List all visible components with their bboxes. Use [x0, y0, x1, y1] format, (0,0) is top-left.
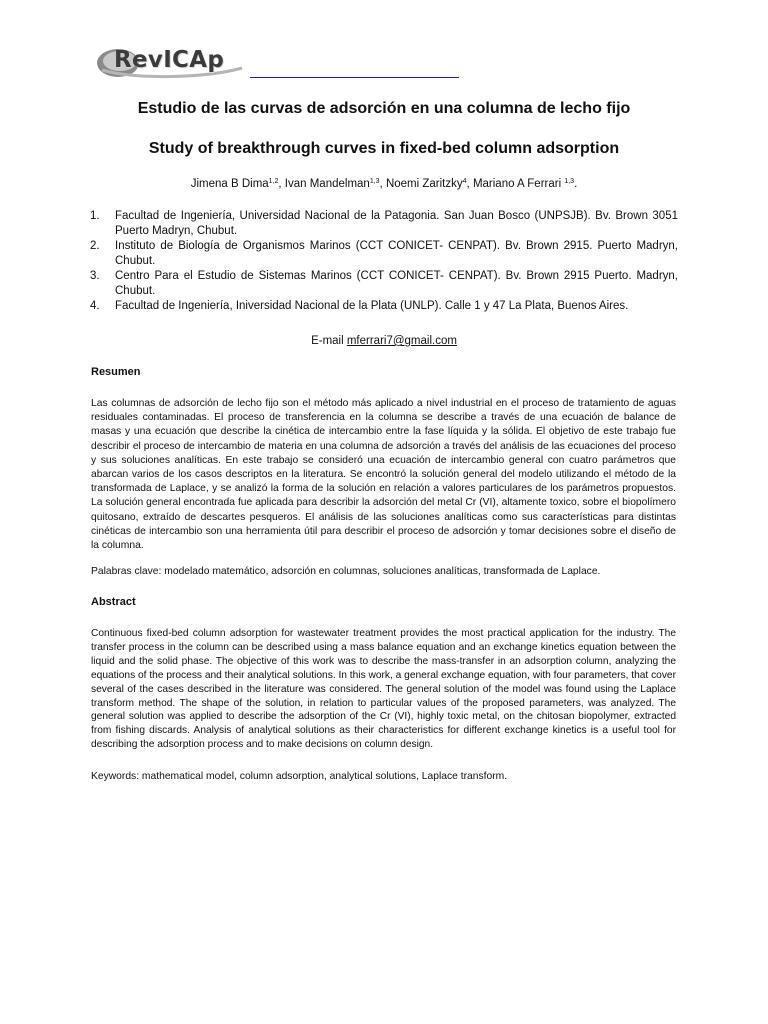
title-spanish: Estudio de las curvas de adsorción en una columna de lecho fijo: [137, 100, 631, 117]
affiliation-text: Centro Para el Estudio de Sistemas Marinos (CCT CONICET- CENPAT). Bv. Brown 2915 Puerto. Madryn, Chubut.: [115, 270, 678, 297]
author-separator: ,: [278, 178, 285, 190]
author-list: [0, 178, 768, 190]
author-name: Ivan Mandelman: [284, 178, 370, 190]
author-name: Noemi Zaritzky: [385, 178, 463, 190]
author-name: Mariano A Ferrari: [472, 178, 565, 190]
affiliation-item: [90, 299, 678, 314]
affiliation-number: 4.: [90, 300, 100, 312]
email-link[interactable]: mferrari7@gmail.com: [346, 335, 457, 347]
affiliation-number: 2.: [90, 240, 100, 252]
email-label: E-mail: [311, 335, 347, 347]
author-separator: .: [574, 178, 578, 190]
abstract-paragraph: Continuous fixed-bed column adsorption for wastewater treatment provides the most practical application for the industry. The transfer process in the column can be described using a mass balance equation and an exchange kinetics equation between the liquid and the solid phase. The objective of this work was to describe the mass-transfer in an adsorption column, analyzing the equations of the process and their analytical solutions. In this work, a general exchange equation, with four parameters, that cover several of the cases described in the literature was considered. The general solution of the model was found using the Laplace transform method. The shape of the solution, in relation to particular values of the proposed parameters, was analyzed. The general solution was applied to describe the adsorption of the Cr (VI), highly toxic metal, on the chitosan biopolymer, extracted from fishing discards. Analysis of analytical solutions as their characteristics for different exchange kinetics is a useful tool for describing the adsorption process and to make decisions on column design.: [91, 628, 676, 751]
revicap-logo: [96, 46, 246, 82]
author-name: Jimena B Dima: [190, 178, 269, 190]
palabras-clave: Palabras clave: modelado matemático, adsorción en columnas, soluciones analíticas, transformada de Laplace.: [91, 566, 601, 577]
affiliation-text: Facultad de Ingeniería, Iniversidad Nacional de la Plata (UNLP). Calle 1 y 47 La Plata, Buenos Aires.: [115, 300, 629, 312]
email-line: [0, 335, 768, 347]
author-affiliation-marker: 1,3: [369, 178, 380, 185]
keywords: Keywords: mathematical model, column adsorption, analytical solutions, Laplace transform.: [91, 771, 508, 782]
affiliation-item: [90, 269, 678, 299]
abstract-heading: Abstract: [91, 596, 136, 608]
author-affiliation-marker: 4: [462, 178, 467, 185]
affiliation-item: [90, 239, 678, 269]
affiliation-text: Instituto de Biología de Organismos Marinos (CCT CONICET- CENPAT). Bv. Brown 2915. Puerto Madryn, Chubut.: [115, 240, 678, 267]
author-affiliation-marker: 1,3: [564, 178, 575, 185]
resumen-paragraph: Las columnas de adsorción de lecho fijo son el método más aplicado a nivel industrial en el proceso de tratamiento de aguas residuales contaminadas. El proceso de transferencia en la columna se describe a través de una ecuación de balance de masas y una ecuación que describe la cinética de intercambio entre la fase líquida y la sólida. El objetivo de este trabajo fue describir el proceso de intercambio de materia en una columna de adsorción a través del análisis de las ecuaciones del proceso y sus soluciones analíticas. En este trabajo se consideró una ecuación de intercambio general con cuatro parámetros que abarcan varios de los casos descriptos en la literatura. Se encontró la solución general del modelo utilizando el método de la transformada de Laplace, y se analizó la forma de la solución en relación a valores particulares de los parámetros propuestos. La solución general encontrada fue aplicada para describir la adsorción del metal Cr (VI), altamente toxico, sobre el biopolímero quitosano, extraído de descartes pesqueros. El análisis de las soluciones analíticas como sus características para distintas cinéticas de intercambio son una herramienta útil para describir el proceso de adsorción y tomar decisiones sobre el diseño de la columna.: [91, 398, 676, 552]
author-separator: ,: [379, 178, 386, 190]
logo-text: RevICAp: [114, 47, 225, 73]
affiliation-text: Facultad de Ingeniería, Universidad Nacional de la Patagonia. San Juan Bosco (UNPSJB). Bv. Brown 3051 Puerto Madryn, Chubut.: [115, 210, 678, 237]
affiliation-number: 1.: [90, 210, 100, 222]
affiliation-item: [90, 209, 678, 239]
author-affiliation-marker: 1,2: [268, 178, 279, 185]
resumen-heading: Resumen: [91, 366, 141, 378]
title-english: Study of breakthrough curves in fixed-bed column adsorption: [148, 140, 620, 157]
affiliation-number: 3.: [90, 270, 100, 282]
affiliation-list: [90, 209, 678, 314]
header-rule: [250, 77, 459, 78]
author-separator: ,: [466, 178, 473, 190]
